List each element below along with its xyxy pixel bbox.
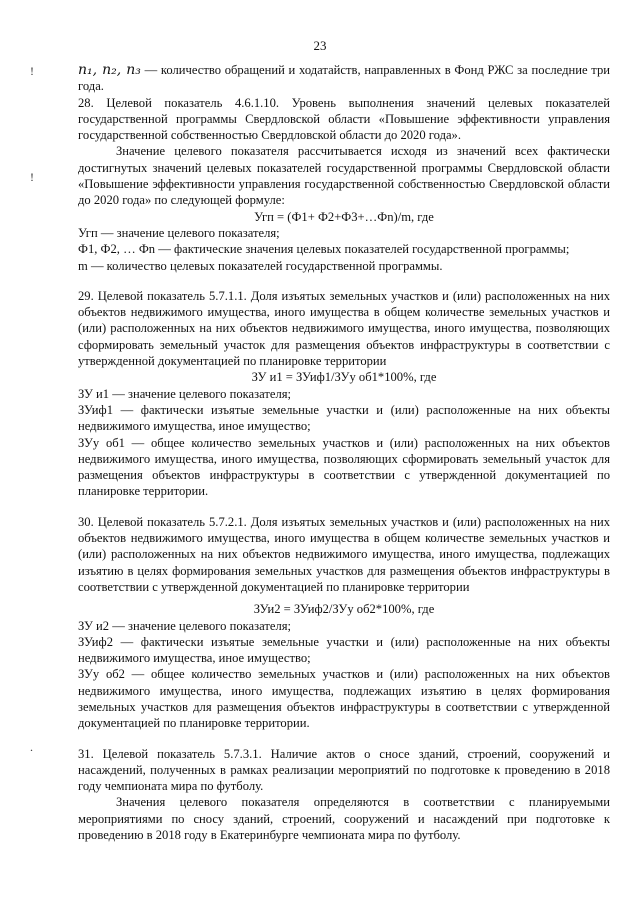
indicator-29-definition: ЗУ и1 — значение целевого показателя; [78,386,292,401]
intro-text: — количество обращений и ходатайств, направленных в Фонд РЖС за последние три года. [78,63,610,94]
page-number: 23 [313,38,327,53]
indicator-28-title: 28. Целевой показатель 4.6.1.10. Уровень выполнения значений целевых показателей государственной программы Свердловской области «Повышение эффективности управления государственной собственностью Свердловской области до 2020 года». [78,95,610,143]
indicator-29-title: 29. Целевой показатель 5.7.1.1. Доля изъятых земельных участков и (или) расположенных на них объектов недвижимого имущества, иного имущества в общем количестве земельных участков и (или) расположенных на них объектов недвижимого имущества, иного имущества, позволяющих сформировать земельный участок для размещения объектов инфраструктуры в соответствии с утвержденной документацией по планировке территории [78,288,610,369]
indicator-31-title: 31. Целевой показатель 5.7.3.1. Наличие актов о сносе зданий, строений, сооружений и насаждений, полученных в рамках реализации мероприятий по подготовке к проведению в 2018 году чемпионата мира по футболу. [78,746,610,794]
margin-mark: ! [30,170,34,184]
indicator-29-definition: ЗУу об1 — общее количество земельных участков и (или) расположенных на них объектов недвижимого имущества, иного имущества, позволяющих сформировать земельный участок для размещения объектов инфраструктуры в соответствии с утвержденной документацией по планировке территории. [78,435,610,499]
indicator-31-description: Значения целевого показателя определяются в соответствии с планируемыми мероприятиями по сносу зданий, строений, сооружений и насаждений при подготовке к проведению в 2018 году в Екатеринбурге чемпионата мира по футболу. [78,795,610,843]
indicator-28-definition: m — количество целевых показателей государственной программы. [78,258,443,273]
indicator-30-title: 30. Целевой показатель 5.7.2.1. Доля изъятых земельных участков и (или) расположенных на них объектов недвижимого имущества, иного имущества в общем количестве земельных участков и (или) расположенных на них объектов недвижимого имущества, иного имущества, подлежащих изъятию в целях формирования земельных участков для размещения объектов инфраструктуры в соответствии с утвержденной документацией по планировке территории [78,514,610,594]
intro-math-symbols: n₁, n₂, n₃ [78,62,141,78]
indicator-29-formula: ЗУ и1 = ЗУиф1/ЗУу об1*100%, где [251,370,437,385]
indicator-30-definition: ЗУу об2 — общее количество земельных участков и (или) расположенных на них объектов недвижимого имущества, иного имущества, подлежащих изъятию в целях формирования земельных участков для размещения объектов инфраструктуры в соответствии с утвержденной документацией по планировке территории. [78,667,610,731]
margin-mark: . [30,740,33,754]
indicator-30-definition: ЗУ и2 — значение целевого показателя; [78,618,292,633]
indicator-30-formula: ЗУи2 = ЗУиф2/ЗУу об2*100%, где [253,602,435,617]
margin-mark: ! [30,64,34,78]
indicator-28-definition: Ф1, Ф2, … Фn — фактические значения целевых показателей государственной программы; [78,242,570,257]
document-body [78,62,610,843]
indicator-28-definition: Угп — значение целевого показателя; [78,225,280,240]
indicator-30-definition: ЗУиф2 — фактически изъятые земельные участки и (или) расположенные на них объекты недвижимого имущества, иное имущество; [78,634,610,666]
indicator-29-definition: ЗУиф1 — фактически изъятые земельные участки и (или) расположенные на них объекты недвижимого имущества, иное имущество; [78,402,610,434]
intro-paragraph [78,62,610,95]
indicator-28-description: Значение целевого показателя рассчитывается исходя из значений всех фактически достигнутых значений целевых показателей государственной программы Свердловской области «Повышение эффективности управления государственной собственностью Свердловской области до 2020 года» по следующей формуле: [78,144,610,208]
indicator-28-formula: Угп = (Ф1+ Ф2+Ф3+…Фn)/m, где [254,209,434,224]
